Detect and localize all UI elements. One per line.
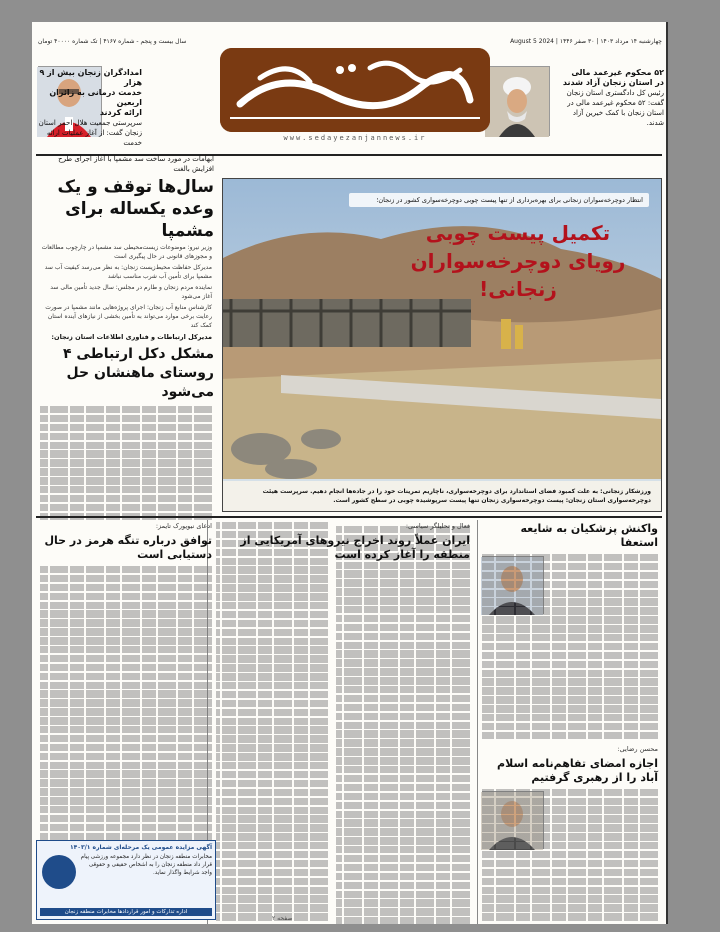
section-unknown <box>332 520 474 924</box>
section-pezeshkian <box>478 520 662 924</box>
left-column <box>36 152 216 522</box>
story-kicker: ابهامات در مورد ساخت سد مشمپا با آغاز اجرای طرح افزایش بالغت <box>58 155 214 173</box>
story-headline-2[interactable]: مشکل دکل ارتباطی ۴ روستای ماهنشان حل می‌شود <box>63 346 214 400</box>
section-title[interactable]: توافق درباره تنگه هرمز در حال دستیابی است <box>44 534 212 561</box>
story-bullet: نماینده مردم زنجان و طارم در مجلس: سال جدید تأمین مالی سد آغاز می‌شود <box>50 284 212 300</box>
section-kicker: فعال و تحلیلگر سیاسی: <box>405 522 470 530</box>
photo-headline[interactable]: تکمیل پیست چوبی رویای دوچرخه‌سواران زنجانی! <box>410 221 626 301</box>
story-bullet: وزیر نیرو: موضوعات زیست‌محیطی سد مشمپا در چارچوب مطالعات و مجوزهای قانونی در حال پیگیری است <box>41 244 212 260</box>
section-iran-us <box>212 520 332 924</box>
story-bullet: مدیرکل حفاظت محیط‌زیست زنجان: به نظر می‌رسد کیفیت آب سد مشمپا برای تأمین آب شرب مناسب نباشد <box>44 264 212 280</box>
promo-text: سرپرستی جمعیت هلال احمر استان زنجان گفت: از آغاز عملیات ارائه خدمت <box>38 119 142 147</box>
page-number: صفحه ۲ <box>272 915 293 922</box>
tender-ad[interactable] <box>36 840 216 920</box>
promo-subtitle: خدمت درمانی به زائران اربعین <box>49 88 142 107</box>
promo-photo <box>486 66 550 136</box>
masthead <box>32 38 668 156</box>
section-title[interactable]: اجازه امضای تفاهم‌نامه اسلام آباد را از رهبری گرفتیم <box>497 756 658 784</box>
newspaper-page <box>32 22 668 924</box>
story-body <box>36 404 216 524</box>
section-kicker: ادعای نیویورک تایمز: <box>155 522 212 530</box>
date-line: چهارشنبه ۱۴ مرداد ۱۴۰۳ | ۳۰ صفر ۱۴۴۶ | 2024 August 5 <box>510 38 662 45</box>
ad-body: مخابرات منطقه زنجان در نظر دارد مجموعه ورزشی پیام قرار داد منطقه زنجان را به اشخاص حقیقی و حقوقی واجد شرایط واگذار نماید. <box>80 854 212 876</box>
cleric-portrait-icon <box>485 67 549 137</box>
issue-line: سال بیست و پنجم - شماره ۴۱۶۷ | تک شماره ۴۰۰۰۰ تومان <box>38 38 187 45</box>
section-kicker: محسن رضایی: <box>617 744 658 753</box>
column-divider <box>477 520 478 924</box>
section-iran-us-header <box>204 520 474 560</box>
story-headline[interactable]: سال‌ها توقف و یک وعده یکساله برای مشمپا <box>57 177 214 241</box>
newspaper-logo[interactable] <box>220 48 490 132</box>
promo-red-crescent[interactable] <box>36 66 214 147</box>
promo-title: ۵۲ محکوم غیرعمد مالی <box>571 68 664 77</box>
promo-text: رئیس کل دادگستری استان زنجان گفت: ۵۲ محکوم غیرعمد مالی در استان زنجان با کمک خیرین آزاد شدند. <box>566 89 664 127</box>
promo-extra: ارائه کردند <box>99 108 142 117</box>
story-bullet: کارشناس منابع آب زنجان: اجرای پروژه‌هایی مانند مشمپا در صورت رعایت برخی موارد می‌تواند به تأمین بخشی از نیازهای آینده استان کمک کند <box>45 304 212 329</box>
main-photo-story[interactable] <box>222 178 662 512</box>
promo-subtitle: در استان زنجان آزاد شدند <box>562 78 664 87</box>
section-title[interactable]: ایران عملاً روند اخراج نیروهای آمریکایی از منطقه را آغاز کرده است <box>240 534 470 561</box>
photo-kicker: انتظار دوچرخه‌سواران زنجانی برای بهره‌برداری از تنها پیست چوبی دوچرخه‌سواری کشور در زنجان؛ <box>349 193 649 207</box>
ad-footer: اداره تدارکات و امور قراردادها مخابرات منطقه زنجان <box>40 908 212 916</box>
photo-caption: ورزشکار زنجانی: به علت کمبود فضای استاندارد برای دوچرخه‌سواری، ناچاریم تمرینات خود را در جاده‌ها انجام دهیم. سرپرست هیئت دوچرخه‌سواری استان زنجان: پیست دوچرخه‌سواری زنجان تنها پیست سرپوشیده چوبی در سطح کشور است. <box>223 481 661 511</box>
story-subhead: مدیرکل ارتباطات و فناوری اطلاعات استان زنجان: <box>51 333 212 341</box>
promo-title: امدادگران زنجان بیش از ۹ هزار <box>39 68 142 87</box>
website-url[interactable]: www.sedayezanjannews.ir <box>283 134 427 142</box>
telecom-logo-icon <box>42 855 76 889</box>
logo-calligraphy-icon <box>220 48 490 132</box>
divider <box>36 516 662 518</box>
ad-title: آگهی مزایده عمومی یک مرحله‌ای شماره ۱۴۰۳/۱ <box>69 844 212 851</box>
section-title[interactable]: واکنش پزشکیان به شایعه استعفا <box>520 522 658 549</box>
promo-prisoners[interactable] <box>486 66 664 142</box>
